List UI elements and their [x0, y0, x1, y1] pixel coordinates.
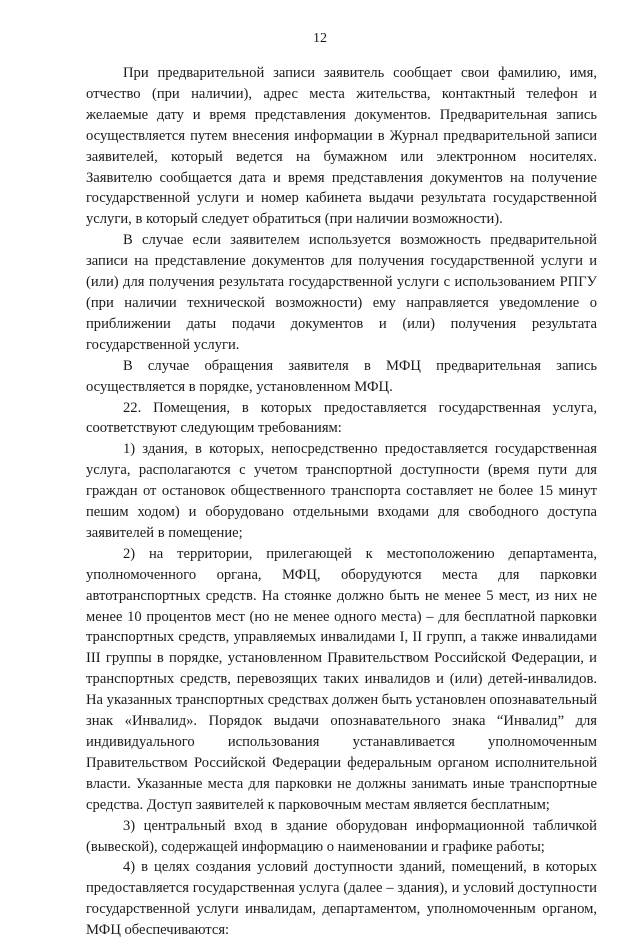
paragraph-item-1-buildings: 1) здания, в которых, непосредственно предоставляется государственная услуга, располагаются с учетом транспортной доступности (время пути для граждан от остановок общественного транспорта составляет не более 15 минут пешим ходом) и оборудовано отдельными входами для свободного доступа заявителей в помещение;	[86, 441, 597, 541]
page-number: 12	[313, 31, 327, 46]
paragraph-rpgu-notification: В случае если заявителем используется возможность предварительной записи на представление документов для получения государственной услуги и (или) для получения результата государственной услуги с использованием РПГУ (при наличии технической возможности) ему направляется уведомление о приближении даты подачи документов и (или) получения результата государственной услуги.	[86, 232, 597, 353]
paragraph-item-2-parking: 2) на территории, прилегающей к местоположению департамента, уполномоченного органа, МФЦ, оборудуются места для парковки автотранспортных средств. На стоянке должно быть не менее 5 мест, из них не менее 10 процентов мест (но не менее одного места) – для бесплатной парковки транспортных средств, управляемых инвалидами I, II групп, а также инвалидами III группы в порядке, установленном Правительством Российской Федерации, и транспортных средств, перевозящих таких инвалидов и (или) детей-инвалидов. На указанных транспортных средствах должен быть установлен опознавательный знак «Инвалид». Порядок выдачи опознавательного знака “Инвалид” для индивидуального использования устанавливается уполномоченным Правительством Российской Федерации федеральным органом исполнительной власти. Указанные места для парковки не должны занимать иные транспортные средства. Доступ заявителей к парковочным местам является бесплатным;	[86, 545, 598, 813]
paragraph-section-22: 22. Помещения, в которых предоставляется государственная услуга, соответствуют следующим требованиям:	[86, 399, 597, 437]
paragraph-preliminary-registration: При предварительной записи заявитель сообщает свои фамилию, имя, отчество (при наличии), адрес места жительства, контактный телефон и желаемые дату и время представления документов. Предварительная запись осуществляется путем внесения информации в Журнал предварительной записи заявителей, который ведется на бумажном или электронном носителях. Заявителю сообщается дата и время представления документов на получение государственной услуги и номер кабинета выдачи результата государственной услуги, в который следует обратиться (при наличии возможности).	[86, 65, 597, 228]
paragraph-mfc-registration: В случае обращения заявителя в МФЦ предварительная запись осуществляется в порядке, установленном МФЦ.	[86, 357, 597, 395]
paragraph-item-4-accessibility: 4) в целях создания условий доступности зданий, помещений, в которых предоставляется государственная услуга (далее – здания), и условий доступности государственной услуги инвалидам, департаментом, уполномоченным органом, МФЦ обеспечиваются:	[86, 859, 597, 939]
paragraph-item-3-entrance: 3) центральный вход в здание оборудован информационной табличкой (вывеской), содержащей информацию о наименовании и графике работы;	[86, 817, 597, 855]
document-body	[86, 63, 597, 941]
